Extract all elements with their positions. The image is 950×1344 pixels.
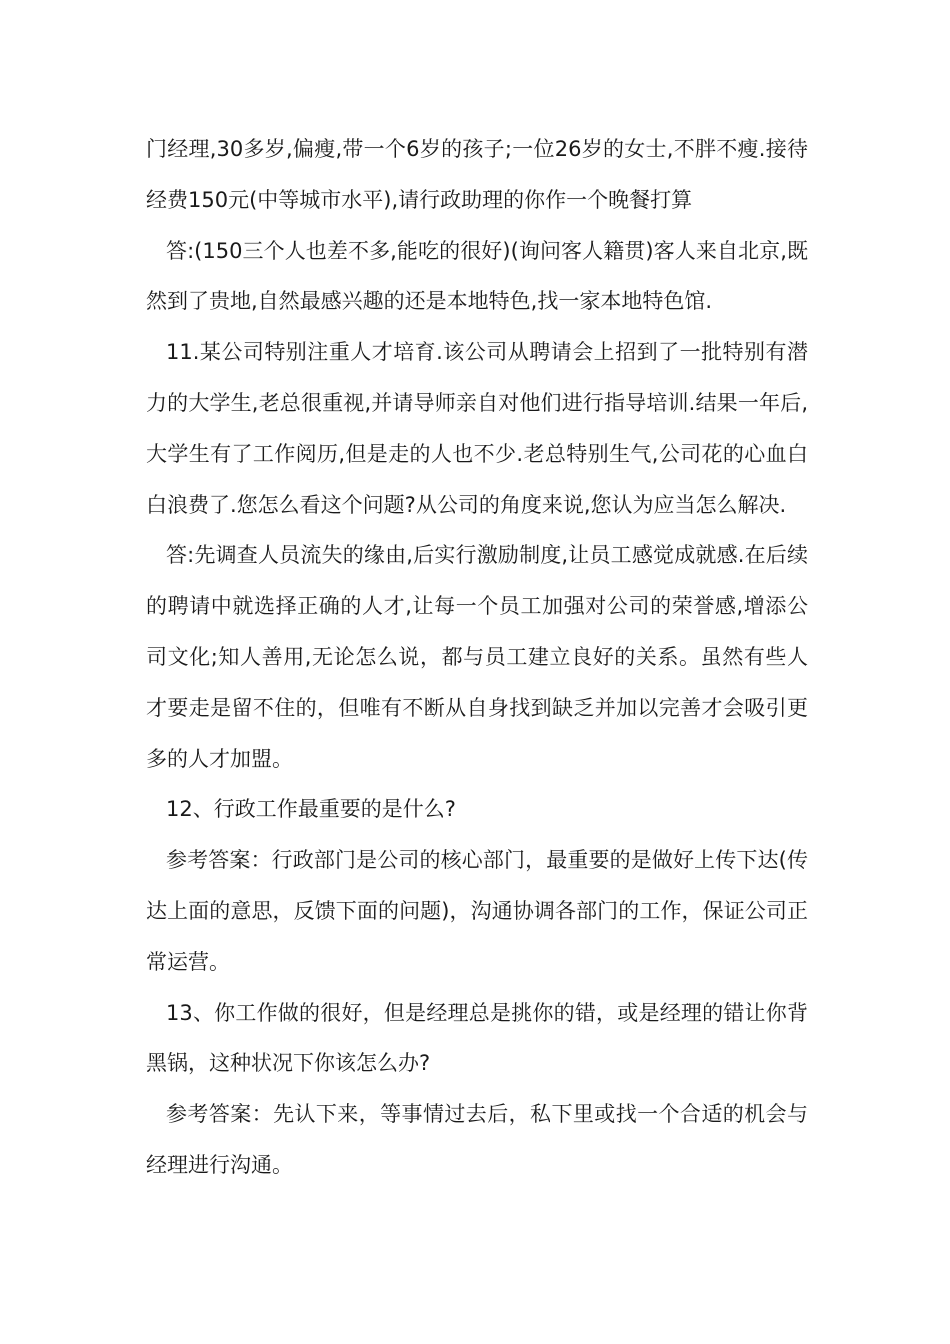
paragraph-answer-13: 参考答案：先认下来，等事情过去后，私下里或找一个合适的机会与经理进行沟通。 [146,1102,808,1177]
paragraph-dinner-plan-answer: 答:(150三个人也差不多,能吃的很好)(询问客人籍贯)客人来自北京,既然到了贵地,自然最感兴趣的还是本地特色,找一家本地特色馆. [146,238,808,314]
paragraph-answer-11: 答:先调查人员流失的缘由,后实行激励制度,让员工感觉成就感.在后续的聘请中就选择正确的人才,让每一个员工加强对公司的荣誉感,增添公司文化;知人善用,无论怎么说，都与员工建立良好的关系。虽然有些人才要走是留不住的，但唯有不断从自身找到缺乏并加以完善才会吸引更多的人才加盟。 [146,543,808,771]
paragraph-question-12: 12、行政工作最重要的是什么? [166,797,456,822]
paragraph-question-13: 13、你工作做的很好，但是经理总是挑你的错，或是经理的错让你背黑锅，这种状况下你该怎么办? [146,1000,808,1076]
paragraph-answer-12: 参考答案：行政部门是公司的核心部门，最重要的是做好上传下达(传达上面的意思，反馈下面的问题)，沟通协调各部门的工作，保证公司正常运营。 [146,848,808,974]
document-body [146,124,808,1191]
paragraph-question-11: 11.某公司特别注重人才培育.该公司从聘请会上招到了一批特别有潜力的大学生,老总很重视,并请导师亲自对他们进行指导培训.结果一年后,大学生有了工作阅历,但是走的人也不少.老总特别生气,公司花的心血白白浪费了.您怎么看这个问题?从公司的角度来说,您认为应当怎么解决. [146,340,808,517]
paragraph-dinner-plan-question: 门经理,30多岁,偏瘦,带一个6岁的孩子;一位26岁的女士,不胖不瘦.接待经费150元(中等城市水平),请行政助理的你作一个晚餐打算 [146,137,808,212]
